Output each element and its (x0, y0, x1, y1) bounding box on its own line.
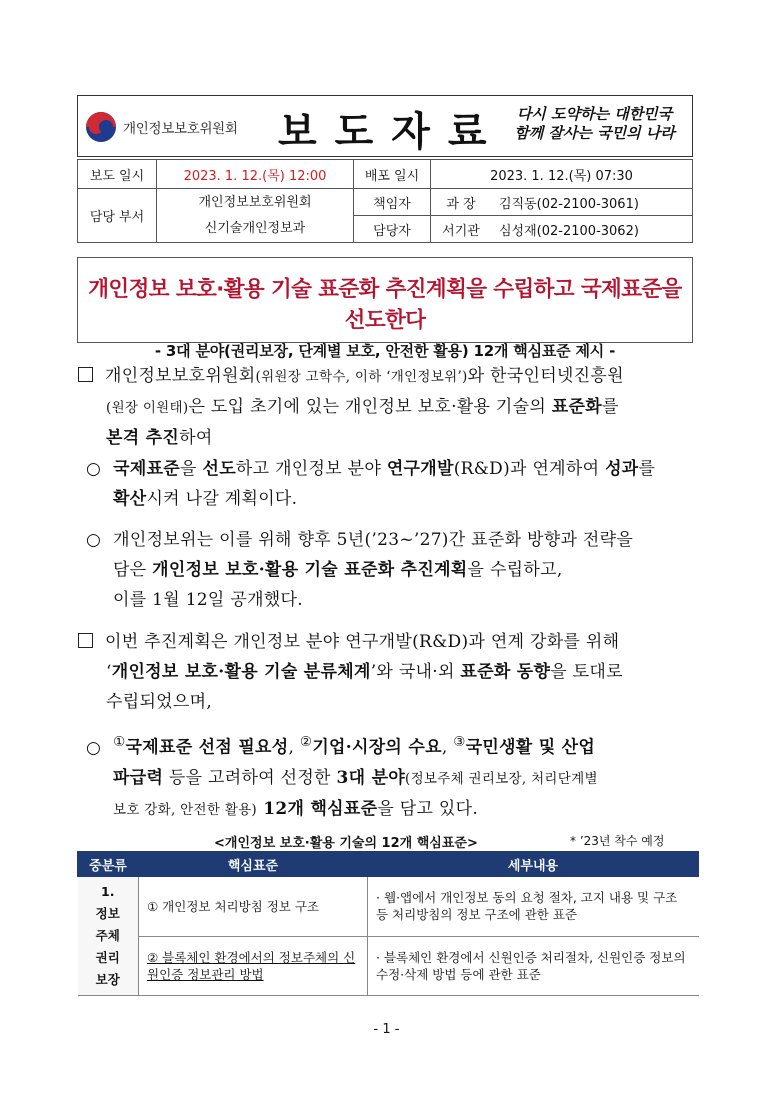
org-name: 개인정보보호위원회 (123, 121, 238, 137)
text: 12개 (257, 798, 311, 819)
government-slogan (507, 105, 682, 143)
text: 3대 분야 (336, 767, 406, 788)
category-cell (78, 877, 139, 996)
headline-subtitle: - 3대 분야(권리보장, 단계별 보호, 안전한 활용) 12개 핵심표준 제시 - (154, 342, 616, 360)
text: 개인정보 보호·활용 기술 표준화 추진계획 (152, 560, 468, 580)
page-number: - 1 - (373, 1022, 400, 1037)
text: 이번 추진계획은 개인정보 분야 연구개발(R&D)과 연계 강화를 위해 (105, 632, 620, 652)
checkbox-bullet-icon (78, 633, 93, 648)
table-header-row (78, 852, 699, 877)
paragraph-1 (78, 361, 708, 453)
text: (R&D)과 연계하여 (453, 459, 606, 479)
release-time-value: 2023. 1. 12.(목) 12:00 (157, 160, 354, 189)
text: 보호 강화, 안전한 활용) (113, 801, 258, 818)
dept-label: 담당 부서 (78, 189, 157, 243)
text: ’와 국내·외 (370, 662, 461, 682)
staff-label: 담당자 (354, 216, 431, 243)
paragraph-2 (86, 454, 706, 514)
column-header: 중분류 (78, 852, 139, 877)
paragraph-5 (86, 727, 706, 825)
text: 을 토대로 (550, 662, 623, 682)
text: 선도 (202, 459, 236, 479)
category-line: 권리 (95, 950, 120, 965)
org-logo (86, 110, 238, 144)
category-line: 정보 (95, 906, 120, 921)
text: ‘ (106, 662, 112, 682)
text: 개인정보위는 이를 위해 향후 5년(’23~’27)간 표준화 방향과 전략을 (113, 530, 634, 550)
text: (위원장 고학수, 이하 ‘개인정보위’) (255, 369, 468, 385)
taegeuk-emblem-icon (86, 112, 116, 142)
text: 핵심표준 (310, 798, 378, 819)
core-standards-table (77, 851, 699, 996)
category-line: 주체 (95, 928, 120, 943)
staff-title: 서기관 (431, 216, 492, 243)
column-header: 핵심표준 (139, 852, 368, 877)
text: 을 (180, 459, 203, 479)
text: 은 도입 초기에 있는 개인정보 보호·활용 기술의 (188, 397, 552, 417)
distribute-time-label: 배포 일시 (354, 160, 431, 189)
text: 하고 개인정보 분야 (235, 459, 387, 479)
slogan-line-1: 다시 도약하는 대한민국 (516, 105, 673, 123)
checkbox-bullet-icon (78, 367, 93, 382)
release-info-table (77, 159, 693, 243)
text: ① (113, 734, 126, 750)
text: 시켜 나갈 계획이다. (146, 489, 298, 509)
table-row (78, 877, 699, 937)
dept-name-line1: 개인정보보호위원회 (198, 194, 312, 210)
text: 를 (601, 397, 619, 417)
text: 연구개발 (386, 459, 454, 479)
category-line: 보장 (95, 972, 120, 987)
distribute-time-value: 2023. 1. 12.(목) 07:30 (431, 160, 693, 189)
text: 와 한국인터넷진흥원 (467, 366, 624, 386)
circle-bullet-icon: ○ (86, 459, 102, 479)
slogan-line-2: 함께 잘사는 국민의 나라 (514, 124, 675, 142)
text: (정보주체 권리보장, 처리단계별 (405, 770, 598, 787)
manager-label: 책임자 (354, 189, 431, 216)
text: 표준화 (551, 397, 602, 417)
paragraph-3 (86, 525, 706, 615)
text: 국제표준 (113, 459, 181, 479)
circle-bullet-icon: ○ (86, 737, 102, 758)
text: 담은 (113, 560, 153, 580)
headline-title: 개인정보 보호·활용 기술 표준화 추진계획을 수립하고 국제표준을 선도한다 (88, 277, 682, 333)
text: 표준화 동향 (460, 662, 551, 682)
table-row (78, 936, 699, 996)
text: 을 수립하고, (467, 560, 563, 580)
text: 본격 추진 (106, 428, 180, 448)
text: ③ (453, 734, 466, 750)
text: 기업·시장의 수요 (312, 737, 442, 758)
table-footnote: * ’23년 착수 예정 (570, 834, 665, 848)
manager-title: 과 장 (431, 189, 492, 216)
category-line: 1. (101, 884, 115, 899)
column-header: 세부내용 (368, 852, 699, 877)
text: 수립되었으며, (106, 692, 213, 712)
text: 개인정보보호위원회 (105, 366, 256, 386)
detail-cell: · 웹·앱에서 개인정보 동의 요청 절차, 고지 내용 및 구조 등 처리방침의 정보 구조에 관한 표준 (368, 877, 699, 937)
text: 를 (638, 459, 656, 479)
text: 을 담고 있다. (377, 798, 479, 819)
text: 이를 1월 12일 공개했다. (113, 590, 303, 610)
paragraph-4 (78, 627, 708, 717)
text: 국민생활 및 산업 (465, 737, 596, 758)
release-time-label: 보도 일시 (78, 160, 157, 189)
text: 등을 고려하여 선정한 (163, 767, 337, 788)
text: , (441, 737, 454, 758)
text: 확산 (113, 489, 147, 509)
press-release-title: 보도자료 (278, 109, 505, 155)
standard-cell: ① 개인정보 처리방침 정보 구조 (139, 877, 368, 937)
text: (원장 이원태) (106, 400, 189, 416)
text: 하여 (179, 428, 213, 448)
text: ② (299, 734, 313, 750)
manager-name: 김직동(02-2100-3061) (491, 189, 693, 216)
standard-cell: ② 블록체인 환경에서의 정보주체의 신원인증 정보관리 방법 (139, 936, 368, 996)
detail-cell: · 블록체인 환경에서 신원인증 처리절차, 신원인증 정보의 수정·삭제 방법 등에 관한 표준 (368, 936, 699, 996)
press-release-header (77, 95, 693, 157)
dept-value (157, 189, 354, 243)
dept-name-line2: 신기술개인정보과 (204, 220, 306, 236)
table-caption: <개인정보 보호·활용 기술의 12개 핵심표준> (214, 836, 478, 851)
text: , (288, 737, 300, 758)
text: 성과 (605, 459, 639, 479)
text: 국제표준 선점 필요성 (125, 737, 289, 758)
headline-box (77, 257, 693, 360)
text: 파급력 (113, 767, 164, 788)
staff-name: 심성재(02-2100-3062) (491, 216, 693, 243)
text: 개인정보 보호·활용 기술 분류체계 (111, 662, 371, 682)
circle-bullet-icon: ○ (86, 530, 102, 550)
